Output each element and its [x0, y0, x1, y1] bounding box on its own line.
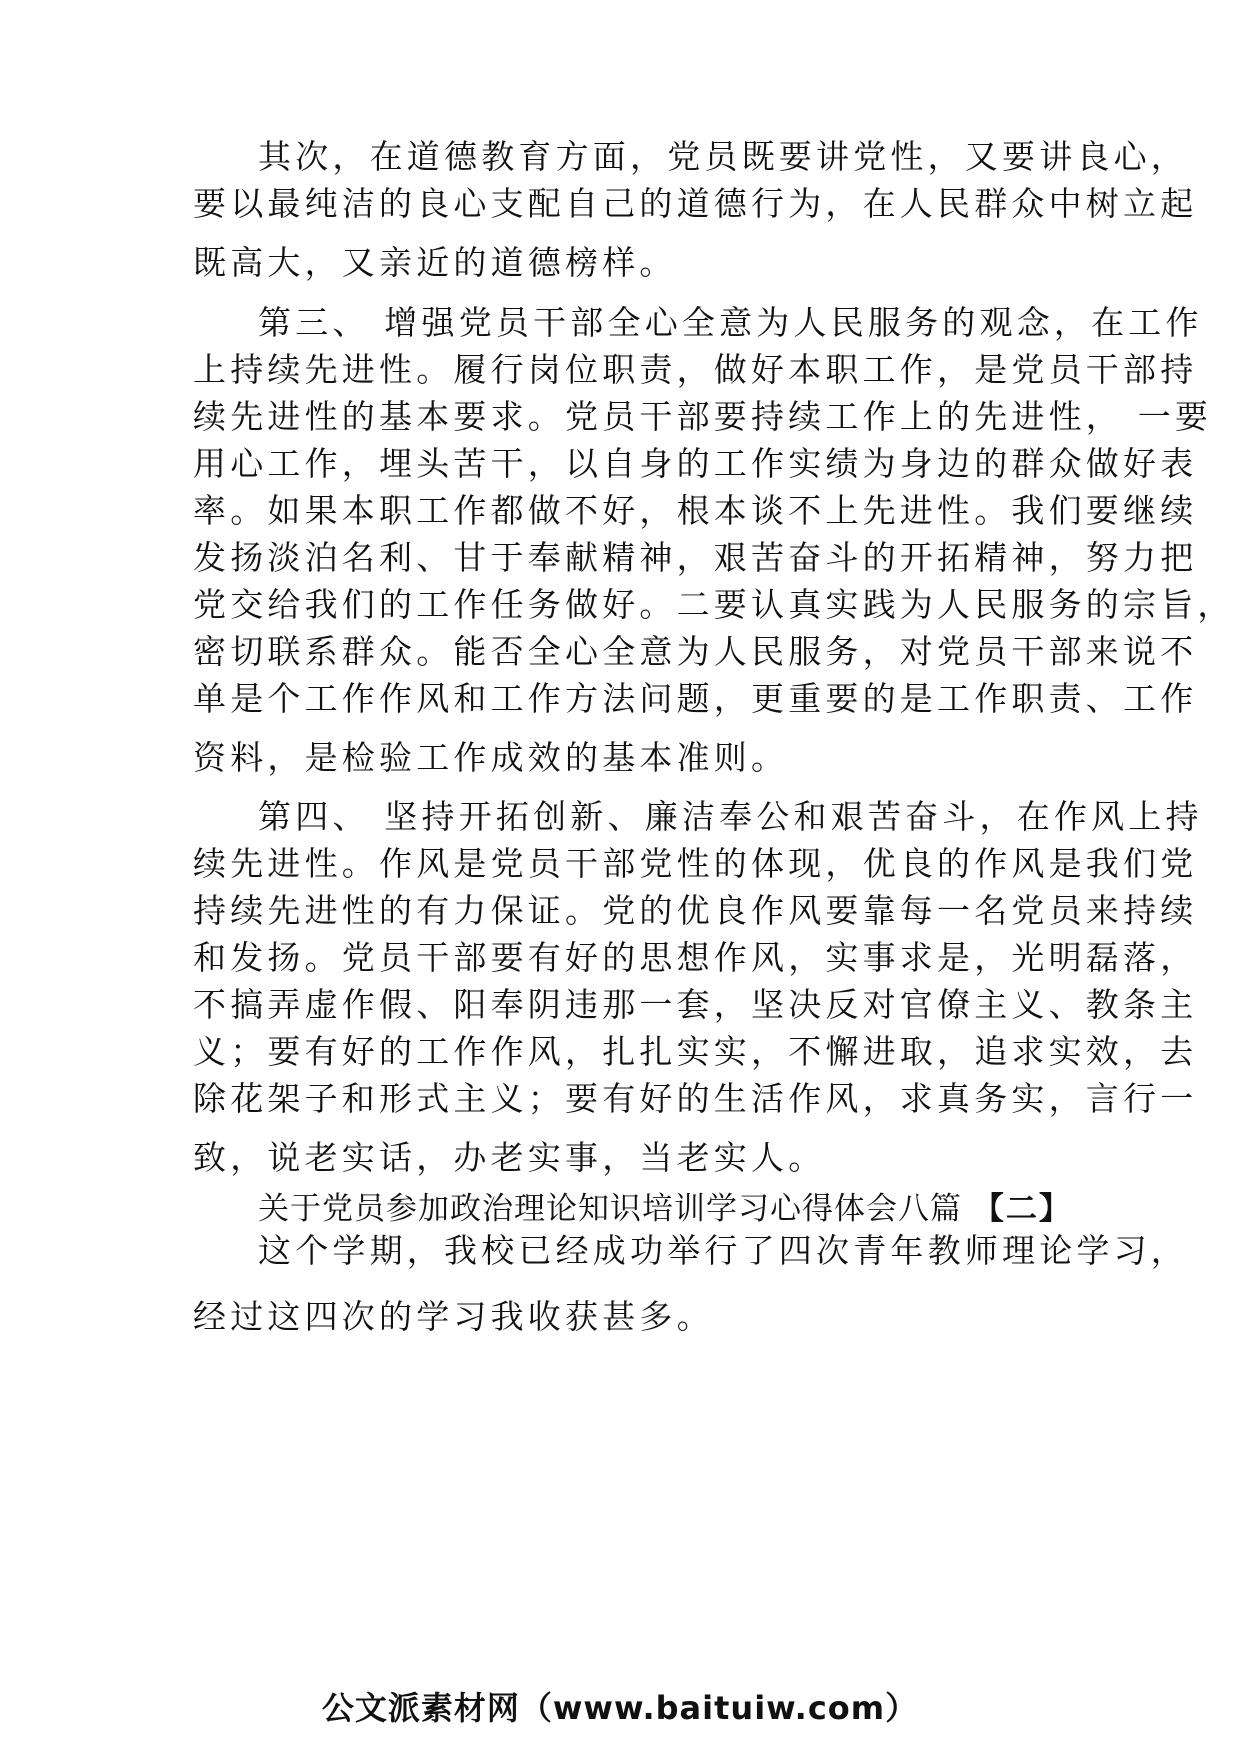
paragraph-2-line-8: 密切联系群众。能否全心全意为人民服务，对党员干部来说不 [193, 632, 1198, 671]
paragraph-2-line-1: 第三、 增强党员干部全心全意为人民服务的观念，在工作 [258, 303, 1203, 342]
paragraph-4-line-2: 经过这四次的学习我收获甚多。 [193, 1297, 714, 1336]
paragraph-4-line-1: 这个学期，我校已经成功举行了四次青年教师理论学习， [258, 1231, 1188, 1270]
section-heading-title: 关于党员参加政治理论知识培训学习心得体会八篇 [258, 1191, 962, 1227]
paragraph-2-line-10: 资料，是检验工作成效的基本准则。 [193, 738, 789, 777]
paragraph-3-line-5: 不搞弄虚作假、阳奉阴违那一套，坚决反对官僚主义、教条主 [193, 985, 1198, 1024]
paragraph-3-line-7: 除花架子和形式主义；要有好的生活作风，求真务实，言行一 [193, 1079, 1198, 1118]
paragraph-1-line-1: 其次，在道德教育方面，党员既要讲党性，又要讲良心， [258, 137, 1188, 176]
paragraph-2-line-5: 率。如果本职工作都做不好，根本谈不上先进性。我们要继续 [193, 491, 1198, 530]
paragraph-3-line-8: 致，说老实话，办老实事，当老实人。 [193, 1138, 826, 1177]
paragraph-3-line-4: 和发扬。党员干部要有好的思想作风，实事求是，光明磊落， [193, 938, 1198, 977]
paragraph-2-line-4: 用心工作，埋头苦干，以自身的工作实绩为身边的群众做好表 [193, 444, 1198, 483]
paragraph-3-line-2: 续先进性。作风是党员干部党性的体现，优良的作风是我们党 [193, 844, 1198, 883]
paragraph-2-line-6: 发扬淡泊名利、甘于奉献精神，艰苦奋斗的开拓精神，努力把 [193, 538, 1198, 577]
section-heading [258, 1189, 1072, 1229]
paragraph-1-line-2: 要以最纯洁的良心支配自己的道德行为，在人民群众中树立起 [193, 184, 1198, 223]
section-heading-number: 【二】 [972, 1191, 1072, 1227]
paragraph-2-line-3: 续先进性的基本要求。党员干部要持续工作上的先进性， 一要 [193, 397, 1213, 436]
paragraph-2-line-2: 上持续先进性。履行岗位职责，做好本职工作，是党员干部持 [193, 350, 1198, 389]
paragraph-3-line-1: 第四、 坚持开拓创新、廉洁奉公和艰苦奋斗，在作风上持 [258, 797, 1203, 836]
paragraph-3-line-3: 持续先进性的有力保证。党的优良作风要靠每一名党员来持续 [193, 891, 1198, 930]
footer-source: 公文派素材网（www.baituiw.com） [321, 1689, 919, 1727]
paragraph-3-line-6: 义；要有好的工作作风，扎扎实实，不懈进取，追求实效，去 [193, 1032, 1198, 1071]
paragraph-2-line-7: 党交给我们的工作任务做好。二要认真实践为人民服务的宗旨， [193, 585, 1235, 624]
paragraph-2-line-9: 单是个工作作风和工作方法问题，更重要的是工作职责、工作 [193, 679, 1198, 718]
paragraph-1-line-3: 既高大，又亲近的道德榜样。 [193, 243, 677, 282]
